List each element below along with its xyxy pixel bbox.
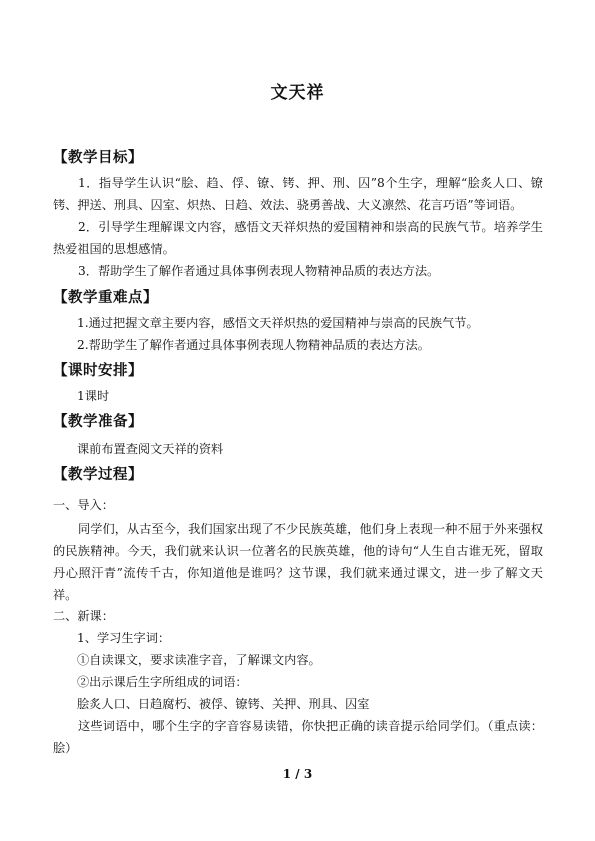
goal-item-1: 1．指导学生认识“脍、趋、俘、镣、铐、押、刑、囚”8个生字，理解“脍炙人口、镣铐、押送、刑具、囚室、炽热、日趋、效法、骁勇善战、大义凛然、花言巧语”等词语。	[53, 176, 543, 212]
step-1: 1、学习生字词：	[77, 631, 171, 645]
goal-item-3: 3．帮助学生了解作者通过具体事例表现人物精神品质的表达方法。	[78, 264, 440, 278]
intro-text: 同学们，从古至今，我们国家出现了不少民族英雄，他们身上表现一种不屈于外来强权的民族精神。今天，我们就来认识一位著名的民族英雄，他的诗句“人生自古谁无死，留取丹心照汗青”流传千古，你知道他是谁吗？这节课，我们就来通过课文，进一步了解文天祥。	[53, 522, 543, 602]
pronunciation-question: 这些词语中，哪个生字的字音容易读错，你快把正确的读音提示给同学们。（重点读：脍）	[53, 719, 543, 755]
key-point-1: 1.通过把握文章主要内容，感悟文天祥炽热的爱国精神与崇高的民族气节。	[77, 316, 479, 330]
section-header-preparation: 【教学准备】	[53, 414, 143, 430]
goal-item-2: 2．引导学生理解课文内容，感悟文天祥炽热的爱国精神和崇高的民族气节。培养学生热爱祖国的思想感情。	[53, 220, 543, 256]
step-1b: ②出示课后生字所组成的词语：	[77, 675, 248, 689]
preparation-text: 课前布置查阅文天祥的资料	[77, 442, 224, 456]
section-header-process: 【教学过程】	[53, 467, 143, 483]
section-header-schedule: 【课时安排】	[53, 363, 143, 379]
intro-label: 一、导入：	[53, 498, 114, 512]
section-header-key-points: 【教学重难点】	[53, 290, 158, 306]
section-header-goals: 【教学目标】	[53, 150, 143, 166]
document-title: 文天祥	[270, 83, 325, 103]
schedule-text: 1课时	[77, 389, 110, 403]
word-list: 脍炙人口、日趋腐朽、被俘、镣铐、关押、刑具、囚室	[77, 697, 370, 711]
new-lesson-label: 二、新课：	[53, 609, 114, 623]
step-1a: ①自读课文，要求读准字音，了解课文内容。	[77, 653, 321, 667]
key-point-2: 2.帮助学生了解作者通过具体事例表现人物精神品质的表达方法。	[77, 338, 430, 352]
page-number: 1 / 3	[282, 767, 313, 781]
